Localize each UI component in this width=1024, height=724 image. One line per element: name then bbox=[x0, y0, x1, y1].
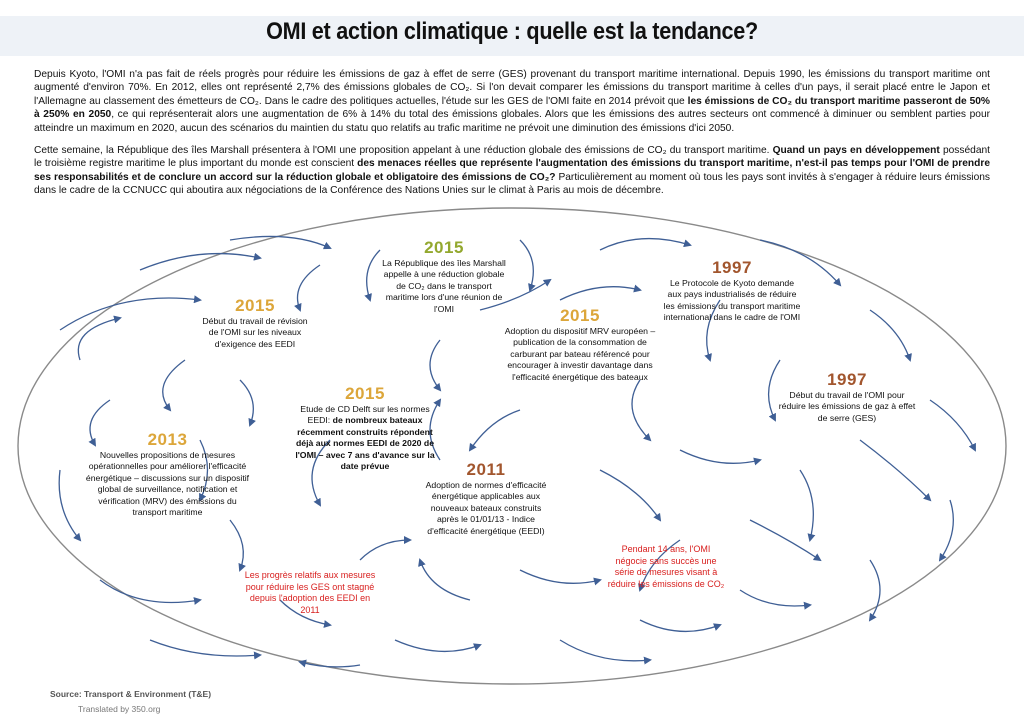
event-text: Début du travail de l'OMI pour réduire les émissions de gaz à effet de serre (GES) bbox=[778, 390, 916, 423]
event-text: Nouvelles propositions de mesures opérationnelles pour améliorer l'efficacité énergétique – discussions sur un dispositif global de surveillance, notification et vérification (MRV) des émissions du transport maritime bbox=[85, 450, 250, 518]
source-label: Source: Transport & Environment (T&E) bbox=[50, 689, 212, 699]
event-1997-kyoto bbox=[662, 258, 802, 324]
event-text-bold: de nombreux bateaux récemment construits répondent déjà aux normes EEDI de 2020 de l'OMI – avec 7 ans d'avance sur la date prévue bbox=[295, 415, 435, 472]
event-text: Adoption du dispositif MRV européen – publication de la consommation de carburant par bateau référencé pour encourager à investir davantage dans l'efficacité énergétique des bateaux bbox=[504, 326, 656, 382]
intro-paragraph-1: Depuis Kyoto, l'OMI n'a pas fait de réels progrès pour réduire les émissions de gaz à effet de serre (GES) provenant du transport maritime international. Depuis 1990, les émissions du transport maritime ont augmenté d'environ 70%. En 2012, elles ont représenté 2,7% des émissions globales de CO₂. Si l'on devait comparer les émissions du transport maritime à celles d'un pays, il serait placé entre le Japon et l'Allemagne au classement des émetteurs de CO₂. Dans le cadre des politiques actuelles, l'étude sur les GES de l'OMI faite en 2014 prévoit que les émissions de CO₂ du transport maritime passeront de 50% à 250% en 2050, ce qui représenterait alors une augmentation de 6% à 14% du total des émissions globales. Alors que les émissions des autres secteurs ont commencé à diminuer ou semblent parties pour atteindre un maximum en 2020, aucun des scénarios du maintien du statu quo relatifs au trafic maritime ne prévoit une diminution des émissions d'ici 2050. bbox=[34, 69, 990, 134]
event-2013-operational bbox=[80, 430, 255, 518]
event-year: 2015 bbox=[560, 306, 600, 325]
event-text: Le Protocole de Kyoto demande aux pays industrialisés de réduire les émissions du transport maritime international dans le cadre de l'OMI bbox=[663, 278, 801, 323]
event-year: 2011 bbox=[466, 460, 506, 479]
event-year: 2015 bbox=[424, 238, 464, 257]
event-year: 1997 bbox=[712, 258, 752, 277]
event-year: 2015 bbox=[235, 296, 275, 315]
event-text: La République des îles Marshall appelle à une réduction globale de CO₂ dans le transport maritime lors d'une réunion de l'OMI bbox=[382, 258, 506, 314]
note-progress-stagnated: Les progrès relatifs aux mesures pour réduire les GES ont stagné depuis l'adoption des EEDI en 2011 bbox=[244, 570, 376, 615]
event-text: Début du travail de révision de l'OMI sur les niveaux d'exigence des EEDI bbox=[202, 316, 308, 349]
event-2015-mrv-europe bbox=[500, 306, 660, 383]
event-year: 2015 bbox=[345, 384, 385, 403]
event-2015-marshall bbox=[380, 238, 508, 315]
event-year: 1997 bbox=[827, 370, 867, 389]
page-title: OMI et action climatique : quelle est la tendance? bbox=[266, 18, 758, 45]
event-text: Etude de CD Delft sur les normes EEDI: bbox=[300, 404, 430, 426]
event-year: 2013 bbox=[147, 430, 188, 449]
note-fourteen-years: Pendant 14 ans, l'OMI négocie sans succès une série de mesures visant à réduire les émissions de CO₂ bbox=[607, 544, 725, 589]
event-2015-delft bbox=[290, 384, 440, 472]
translation-credit: Translated by 350.org bbox=[78, 704, 161, 714]
event-2015-eedi-review bbox=[200, 296, 310, 350]
event-text: Adoption de normes d'efficacité énergétique applicables aux nouveaux bateaux construits après le 01/01/13 - Indice d'efficacité énergétique (EEDI) bbox=[425, 480, 547, 536]
event-2011-eedi-adoption bbox=[420, 460, 552, 537]
event-1997-imo-ghg bbox=[778, 370, 916, 424]
intro-paragraph-2: Cette semaine, la République des îles Marshall présentera à l'OMI une proposition appelant à une réduction globale des émissions de CO₂ du transport maritime. Quand un pays en développement possédant le troisième registre maritime le plus important du monde est conscient des menaces réelles que représente l'augmentation des émissions du transport maritime, n'est-il pas temps pour l'OMI de prendre ses responsabilités et de conclure un accord sur la réduction globale et obligatoire des émissions de CO₂? Particulièrement au moment où tous les pays sont invités à s'engager à réduire leurs émissions dans le cadre de la CCNUCC qui aboutira aux négociations de la Conférence des Nations Unies sur le climat à Paris au mois de décembre. bbox=[34, 145, 990, 197]
